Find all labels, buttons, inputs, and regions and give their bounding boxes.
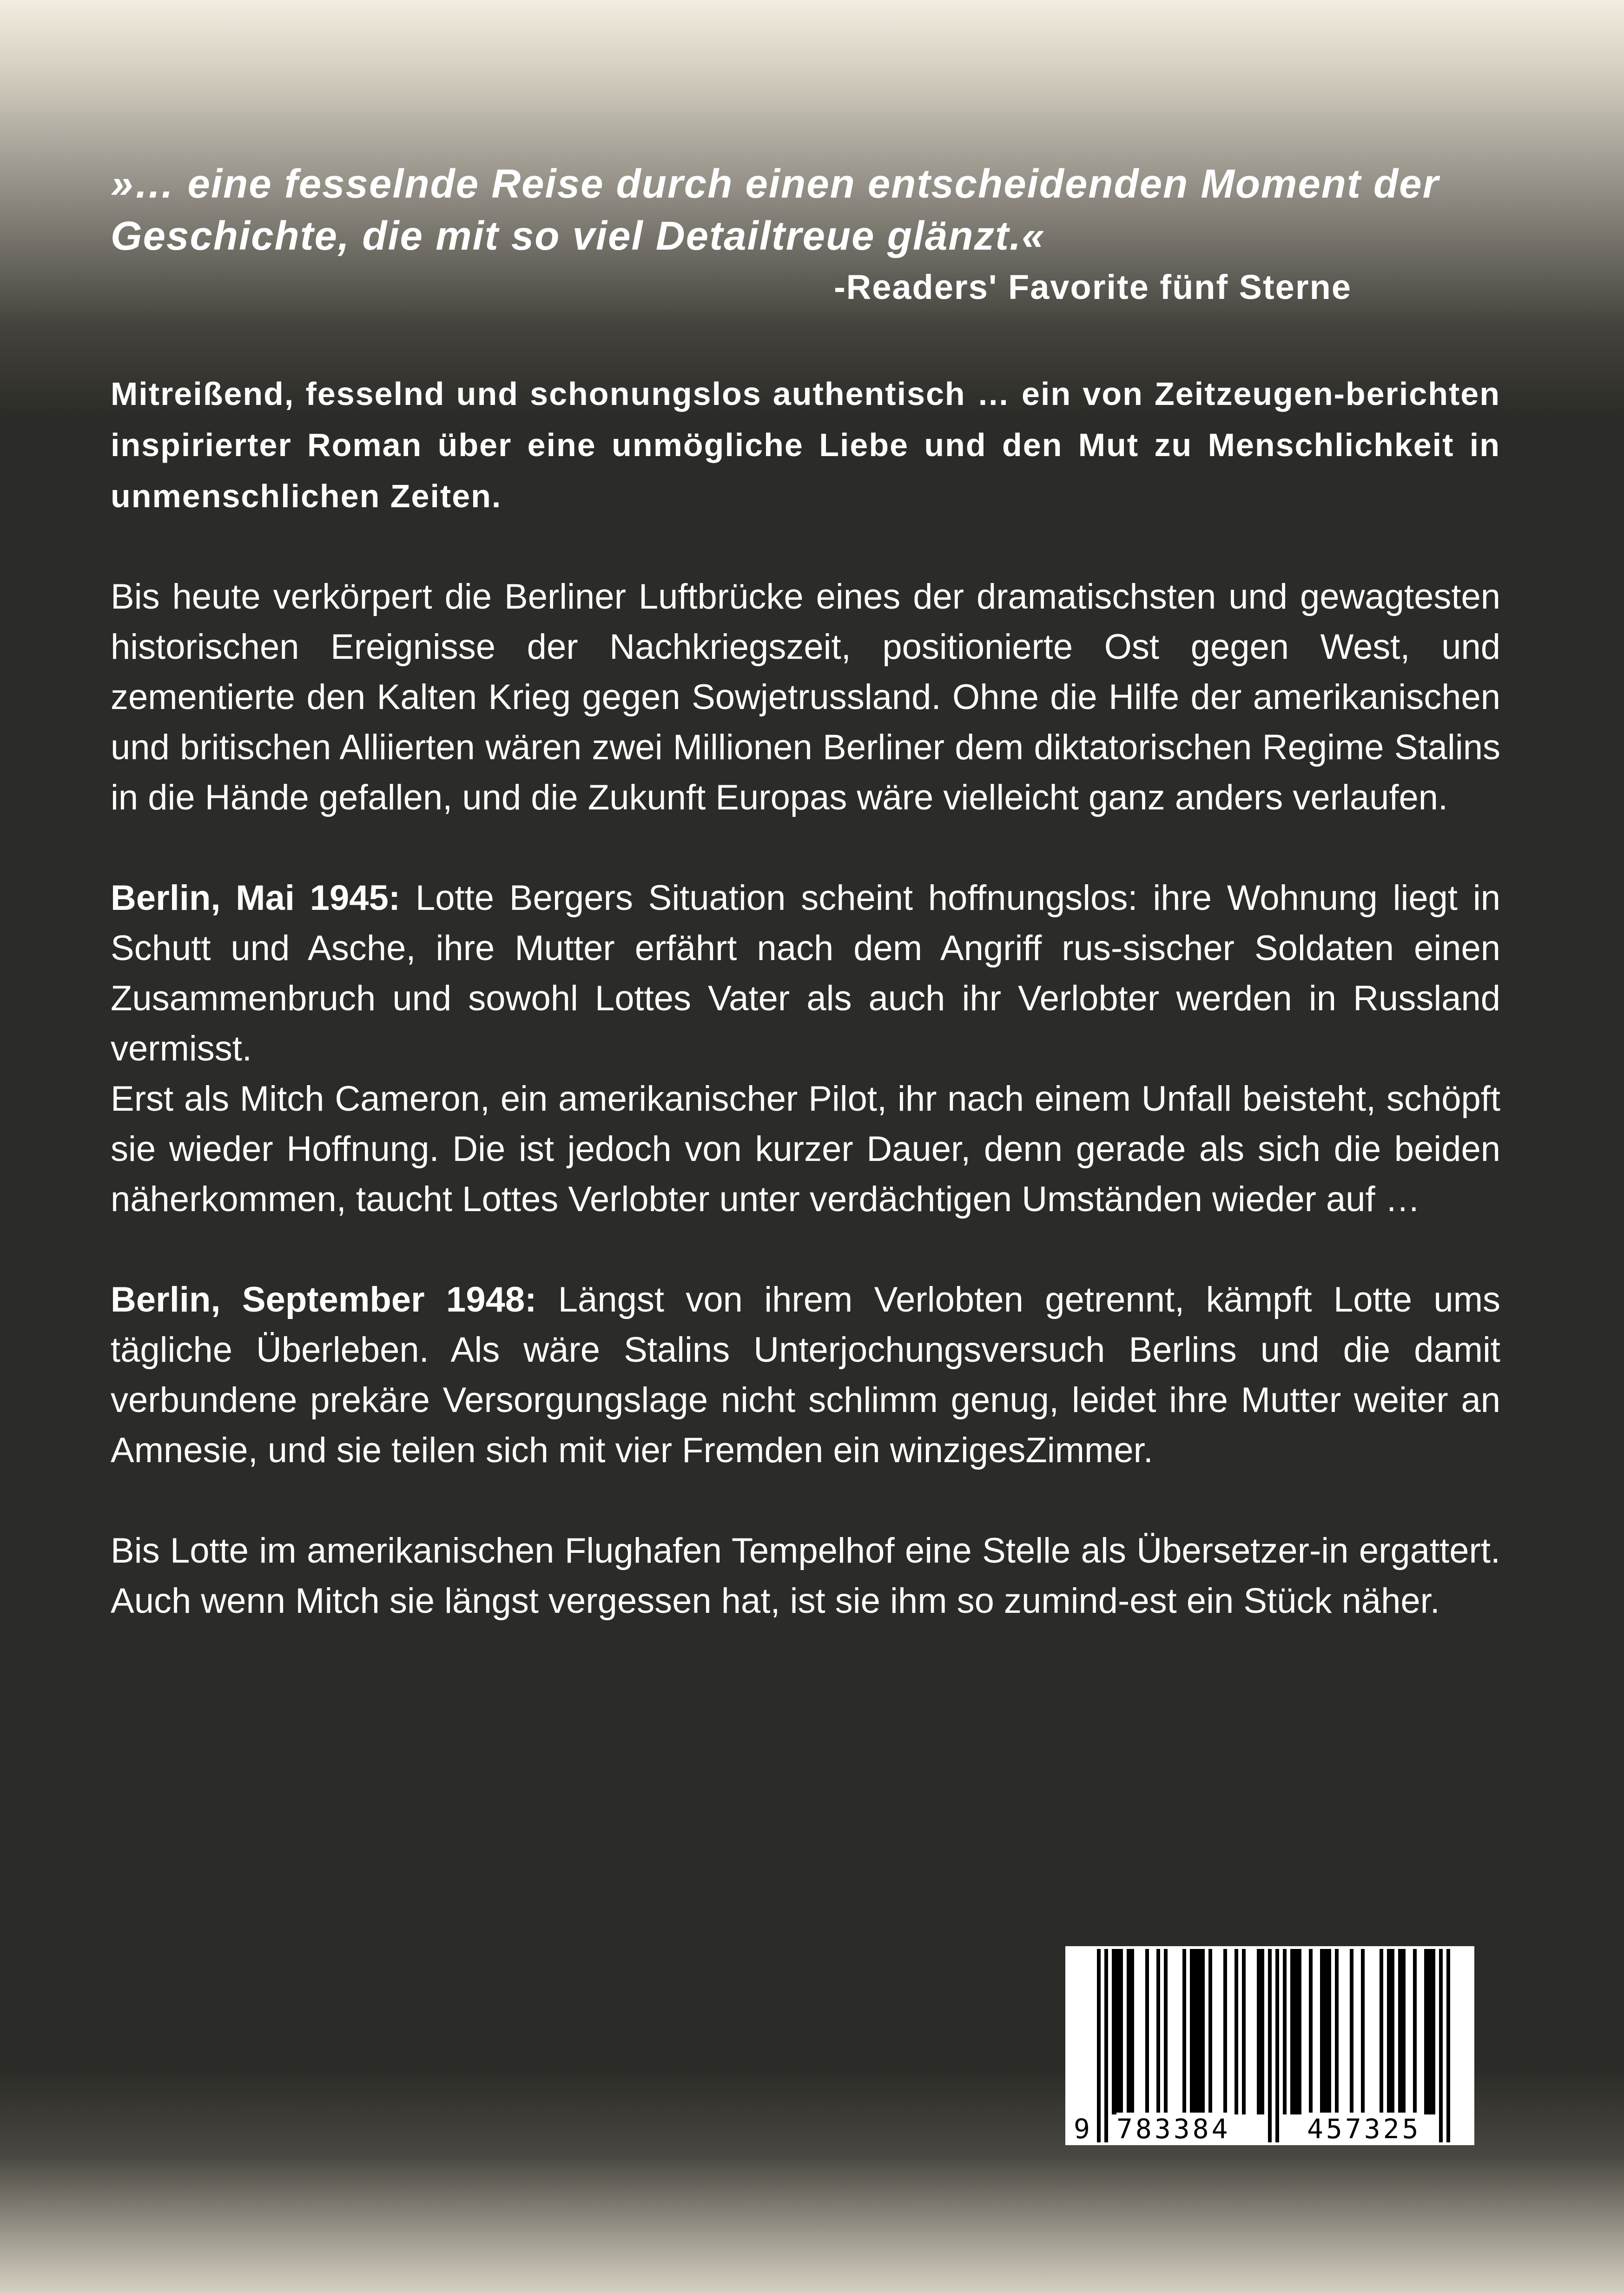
back-cover-text [111,158,1500,1626]
barcode-bar [1335,1949,1339,2114]
barcode-bar [1413,1949,1417,2114]
barcode-bar [1327,1949,1331,2114]
paragraph-september-1948 [111,1275,1500,1476]
paragraph-tempelhof: Bis Lotte im amerikanischen Flughafen Tempelhof eine Stelle als Übersetzer-in ergattert. Auch wenn Mitch sie längst vergessen hat, ist sie ihm so zumind-est ein Stück näher. [111,1531,1500,1621]
barcode-bar [1294,1949,1298,2114]
barcode-bar [1242,1949,1246,2114]
barcode-bar [1324,1949,1327,2114]
barcode-bar [1119,1949,1123,2114]
barcode-bar [1156,1949,1160,2114]
barcode-bar [1190,1949,1194,2114]
barcode-bar [1145,1949,1149,2114]
paragraph-mitch: Erst als Mitch Cameron, ein amerikanischer Pilot, ihr nach einem Unfall beisteht, schöpft sie wieder Hoffnung. Die ist jedoch von kurzer Dauer, denn gerade als sich die beiden näherkommen, taucht Lottes Verlobter unter verdächtigen Umständen wieder auf … [111,1079,1500,1219]
barcode-bar [1097,1949,1101,2142]
barcode-bar [1361,1949,1365,2114]
barcode-bar [1127,1949,1130,2114]
barcode-bar [1320,1949,1324,2114]
barcode-bar [1290,1949,1294,2114]
review-quote: »… eine fesselnde Reise durch einen entscheidenden Moment der Geschichte, die mit so viel Detailtreue glänzt.« [111,161,1439,258]
isbn-barcode [1065,1946,1474,2145]
barcode-bar [1182,1949,1186,2114]
barcode-bar [1428,1949,1432,2114]
barcode-bar [1194,1949,1197,2114]
barcode-bar [1208,1949,1212,2114]
barcode-bar [1201,1949,1205,2114]
barcode-right-digits: 457325 [1307,2113,1421,2145]
paragraph-may-1945 [111,873,1500,1074]
barcode-bar [1223,1949,1227,2114]
barcode-bar [1350,1949,1353,2114]
barcode-bar [1197,1949,1201,2114]
barcode-bar [1446,1949,1450,2142]
paragraph-september-1948-text: Längst von ihrem Verlobten getrennt, kämpft Lotte ums tägliche Überleben. Als wäre Stalins Unterjochungsversuch Berlins und die damit verbundene prekäre Versorgungslage nicht schlimm genug, leidet ihre Mutter weiter an Amnesie, und sie teilen sich mit vier Fremden ein winzigesZimmer. [111,1280,1500,1470]
barcode-bar [1432,1949,1435,2114]
barcode-bar [1398,1949,1402,2114]
barcode-bar [1116,1949,1119,2114]
barcode-bar [1112,1949,1116,2114]
review-source: -Readers' Favorite fünf Sterne [834,268,1352,306]
barcode-bar [1235,1949,1238,2114]
paragraph-may-1945-text: Lotte Bergers Situation scheint hoffnungslos: ihre Wohnung liegt in Schutt und Asche, ihre Mutter erfährt nach dem Angriff rus-sischer Soldaten einen Zusammenbruch und sowohl Lottes Vater als auch ihr Verlobter werden in Russland vermisst. [111,878,1500,1068]
barcode-bar [1387,1949,1391,2114]
intro-blurb: Mitreißend, fesselnd und schonungslos authentisch … ein von Zeitzeugen-berichten inspirierter Roman über eine unmögliche Liebe und den Mut zu Menschlichkeit in unmenschlichen Zeiten. [111,376,1500,514]
barcode-bar [1424,1949,1428,2114]
barcode-first-digit: 9 [1074,2113,1090,2145]
barcode-bar [1130,1949,1134,2114]
paragraph-may-1945-lead: Berlin, Mai 1945: [111,878,401,918]
paragraph-september-1948-lead: Berlin, September 1948: [111,1280,537,1319]
barcode-bar [1439,1949,1443,2142]
barcode-left-digits: 783384 [1116,2113,1231,2145]
paragraph-airlift: Bis heute verkörpert die Berliner Luftbrücke eines der dramatischsten und gewagtesten historischen Ereignisse der Nachkriegszeit, positionierte Ost gegen West, und zementierte den Kalten Krieg gegen Sowjetrussland. Ohne die Hilfe der amerikanischen und britischen Alliierten wären zwei Millionen Berliner dem diktatorischen Regime Stalins in die Hände gefallen, und die Zukunft Europas wäre vielleicht ganz anders verlaufen. [111,577,1500,817]
barcode-bar [1275,1949,1279,2142]
barcode-bar [1104,1949,1108,2142]
barcode-bar [1261,1949,1264,2114]
barcode-bar [1283,1949,1287,2114]
barcode-bar [1268,1949,1272,2142]
barcode-bar [1391,1949,1394,2114]
barcode-bar [1309,1949,1313,2114]
barcode-bar [1164,1949,1168,2114]
barcode-bar [1298,1949,1301,2114]
barcode-bar [1402,1949,1406,2114]
barcode-bar [1257,1949,1261,2114]
barcode-bar [1380,1949,1383,2114]
